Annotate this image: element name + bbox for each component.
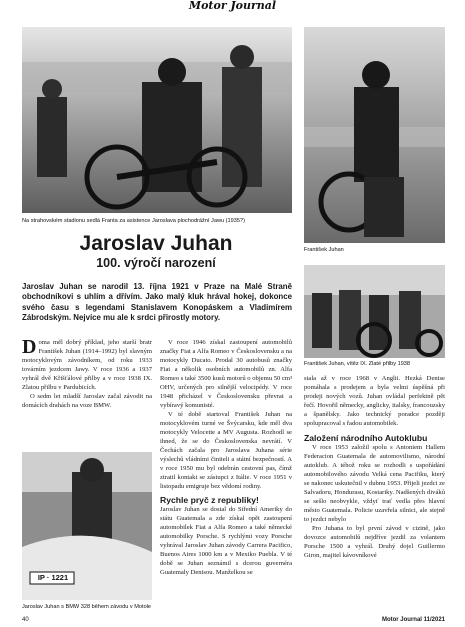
caption-top-photo: Na strahovském stadionu sedlá Franta za asistence Jaroslava plochodrážní Jawu (1935?) xyxy=(22,218,245,224)
lead-paragraph: Jaroslav Juhan se narodil 13. října 1921 v Praze na Malé Straně obchodníkovi s uhlím a dřívím. Jako malý kluk hrával hokej, dokonce svého času s legendami Stanislavem Konopáskem a Vladimírem Zábrodským. Nejvíce mu ale k srdci přirostly motory. xyxy=(22,282,292,323)
drop-cap: D xyxy=(22,336,37,358)
col2-paragraph-3: Jaroslav Juhan se dostal do Střední Ameriky do státu Guatemala a zde získal opět zastoupení automobilek Fiat a Alfa Romeo a také německé automobilky Porsche. S rychlými vozy Porsche vyhrával Jaroslav Juhan závody Carrera Pacifico, Buenos Aires 1000 km a v Mexiko Puebla. V té době se Juhan seznámil s dcerou guvernéra Guatemaly Denisou. Manželkou se xyxy=(160,506,292,576)
page-number: 40 xyxy=(22,617,29,623)
col1-paragraph-2: O sedm let mladší Jaroslav začal závodit na domácích drahách na voze BMW. xyxy=(22,393,152,409)
article-title: Jaroslav Juhan xyxy=(79,232,233,255)
section-heading-escape: Rychle pryč z republiky! xyxy=(160,495,259,505)
col3-paragraph-1: stala až v roce 1968 v Anglii. Hezká Denise pomáhala s prodejem a byla velmi úspěšná při prodeji nových vozů. Juhan ovládal perfektně pět řečí. Hovořil německy, anglicky, italsky, francouzsky a španělsky. Jako technický poradce později spolupracoval s řadou automobilek. xyxy=(304,375,445,427)
col3-paragraph-2: V roce 1953 založil spolu s Antoniem Hallem Federacion Guatemala de automovilismo, národní autoklub. A téhož roku se rozhodli s uspořádání automobilového závodu Velká cena Pacifiku, který se nakonec uskutečnil v dubnu 1953. Přijeli jezdci ze Salvadoru, Hondurasu, Kostariky. Nadšených diváků se sešlo neobvykle, vždyť trať vedla přes hlavní město Guatemala. Policie uzavřela silnici, ale stejně to jezdci nebylo xyxy=(304,444,445,523)
caption-frantisek: František Juhan xyxy=(304,247,344,253)
article-subtitle: 100. výročí narození xyxy=(96,256,216,270)
photo-frantisek-juhan xyxy=(304,27,445,243)
col3-paragraph-3: Pro Juhana to byl první závod v cizině, jako dovozce automobilů nejdříve jezdil za volantem Porsche 1500 a vyhrál. Druhý dojel Guillermo Giron, majitel kávovníkové xyxy=(304,525,445,559)
caption-bmw: Jaroslav Juhan s BMW 328 během závodu v Motole xyxy=(22,604,152,610)
photo-bmw-328-motol xyxy=(22,452,152,600)
column-1 xyxy=(22,338,152,410)
section-heading-autoklub: Založení národního Autoklubu xyxy=(304,433,428,443)
license-plate: IP · 1221 xyxy=(37,573,69,582)
col2-paragraph-1: V roce 1946 získal zastoupení automobilů značky Fiat a Alfa Romeo v Československu a na motocykly Ducato. Prodal 30 autobusů značky Fiat a několik osobních automobilů zn. Alfa Romeo s také 3500 kusů motorů o objemu 50 cm³ OHV, určených pro silnější velocipédy. V roce 1948 přicházel v Československu převrat a vybíravý komunisté. xyxy=(160,339,292,409)
col1-paragraph-1: oma měl dobrý příklad, jeho starší bratr František Juhan (1914–1992) byl slavným motocyklovým závodníkem, od roku 1933 továrním jezdcem Jawy. V roce 1936 a 1937 vyhrál dvě Křišťálové přilby a v roce 1938 IX. Zlatou přilbu v Pardubicích. xyxy=(22,339,152,391)
column-2 xyxy=(160,338,292,577)
issue-label: Motor Journal 11/2021 xyxy=(381,617,445,623)
caption-golden-helmet: František Juhan, vítěz IX. Zlaté přilby 1938 xyxy=(304,361,411,367)
masthead-logo: Motor Journal xyxy=(188,0,277,12)
column-3 xyxy=(304,374,445,560)
photo-golden-helmet-1938 xyxy=(304,265,445,358)
photo-strahov-stadium xyxy=(22,27,292,213)
col2-paragraph-2: V té době startoval František Juhan na motocyklovém turné ve Švýcarsku, kde měl dva motocykly Velocette a MV Augusta. Rozhodl se ihned, že se do Československa nevrátí. V Čechách začala pro Jaroslava Juhana série výslechů vládními činiteli a státní bezpečností. A v roce 1950 mu byl odebrán cestovní pas, čímž ztratil kontakt se zástupci z Itálie. V roce 1951 v listopadu emigruje bez vědomí rodiny. xyxy=(160,411,292,490)
